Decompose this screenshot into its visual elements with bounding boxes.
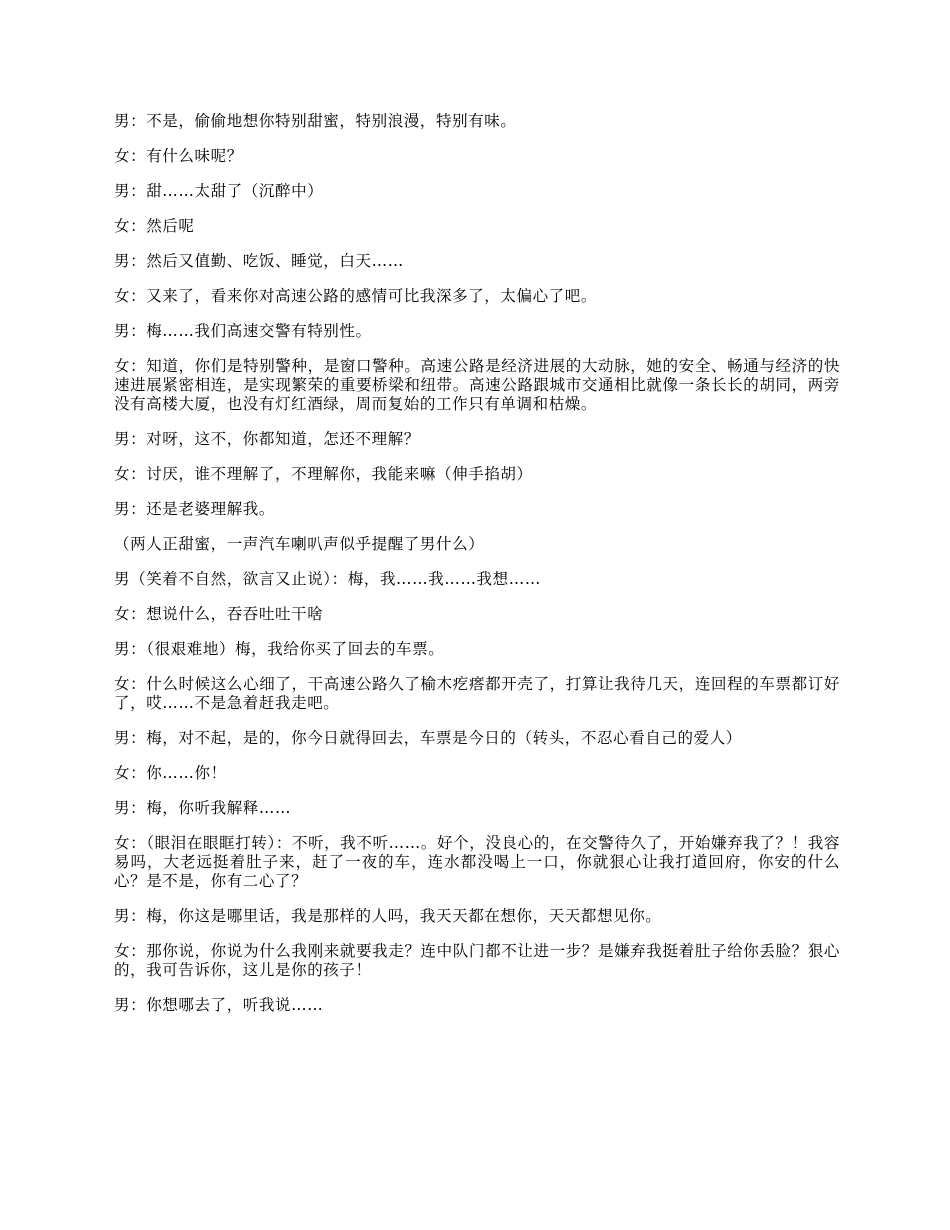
- dialogue-line: 男：对呀，这不，你都知道，怎还不理解？: [114, 430, 420, 448]
- dialogue-line: 女：想说什么，吞吞吐吐干啥: [114, 605, 324, 623]
- dialogue-line: 女：有什么味呢？: [114, 147, 243, 165]
- dialogue-line: 男：梅，对不起，是的，你今日就得回去，车票是今日的（转头，不忍心看自己的爱人）: [114, 729, 742, 747]
- dialogue-line: 男：梅，你这是哪里话，我是那样的人吗，我天天都在想你，天天都想见你。: [114, 907, 662, 925]
- dialogue-line: 男：梅……我们高速交警有特别性。: [114, 322, 372, 340]
- dialogue-line: 男：（很艰难地）梅，我给你买了回去的车票。: [114, 640, 445, 658]
- dialogue-line: 男：梅，你听我解释……: [114, 799, 292, 817]
- dialogue-line: 男：还是老婆理解我。: [114, 500, 276, 518]
- dialogue-line: 女：讨厌，谁不理解了，不理解你，我能来嘛（伸手掐胡）: [114, 465, 533, 483]
- stage-direction: （两人正甜蜜，一声汽车喇叭声似乎提醒了男什么）: [114, 535, 485, 553]
- dialogue-line: 女：那你说，你说为什么我刚来就要我走？连中队门都不让进一步？是嫌弃我挺着肚子给你丢脸？狠心的，我可告诉你，这儿是你的孩子！: [114, 942, 840, 979]
- dialogue-line: 女：然后呢: [114, 217, 195, 235]
- dialogue-line: 男：不是，偷偷地想你特别甜蜜，特别浪漫，特别有味。: [114, 112, 517, 130]
- dialogue-line: 女：又来了，看来你对高速公路的感情可比我深多了，太偏心了吧。: [114, 287, 598, 305]
- dialogue-line: 女：知道，你们是特别警种，是窗口警种。高速公路是经济进展的大动脉，她的安全、畅通与经济的快速进展紧密相连，是实现繁荣的重要桥梁和纽带。高速公路跟城市交通相比就像一条长长的胡同，两旁没有高楼大厦，也没有灯红酒绿，周而复始的工作只有单调和枯燥。: [114, 357, 840, 413]
- dialogue-line: 男：你想哪去了，听我说……: [114, 996, 324, 1014]
- dialogue-line: 女：什么时候这么心细了，干高速公路久了榆木疙瘩都开壳了，打算让我待几天，连回程的车票都订好了，哎……不是急着赶我走吧。: [114, 675, 840, 712]
- dialogue-line: 男：甜……太甜了（沉醉中）: [114, 182, 324, 200]
- dialogue-line: 女：（眼泪在眼眶打转）：不听，我不听……。好个，没良心的，在交警待久了，开始嫌弃我了？！我容易吗，大老远挺着肚子来，赶了一夜的车，连水都没喝上一口，你就狠心让我打道回府，你安的什么心？是不是，你有二心了？: [114, 834, 840, 890]
- dialogue-line: 男（笑着不自然，欲言又止说）：梅，我……我……我想……: [114, 570, 541, 588]
- dialogue-line: 男：然后又值勤、吃饭、睡觉，白天……: [114, 252, 404, 270]
- document-body: [114, 112, 840, 1031]
- dialogue-line: 女：你……你！: [114, 764, 227, 782]
